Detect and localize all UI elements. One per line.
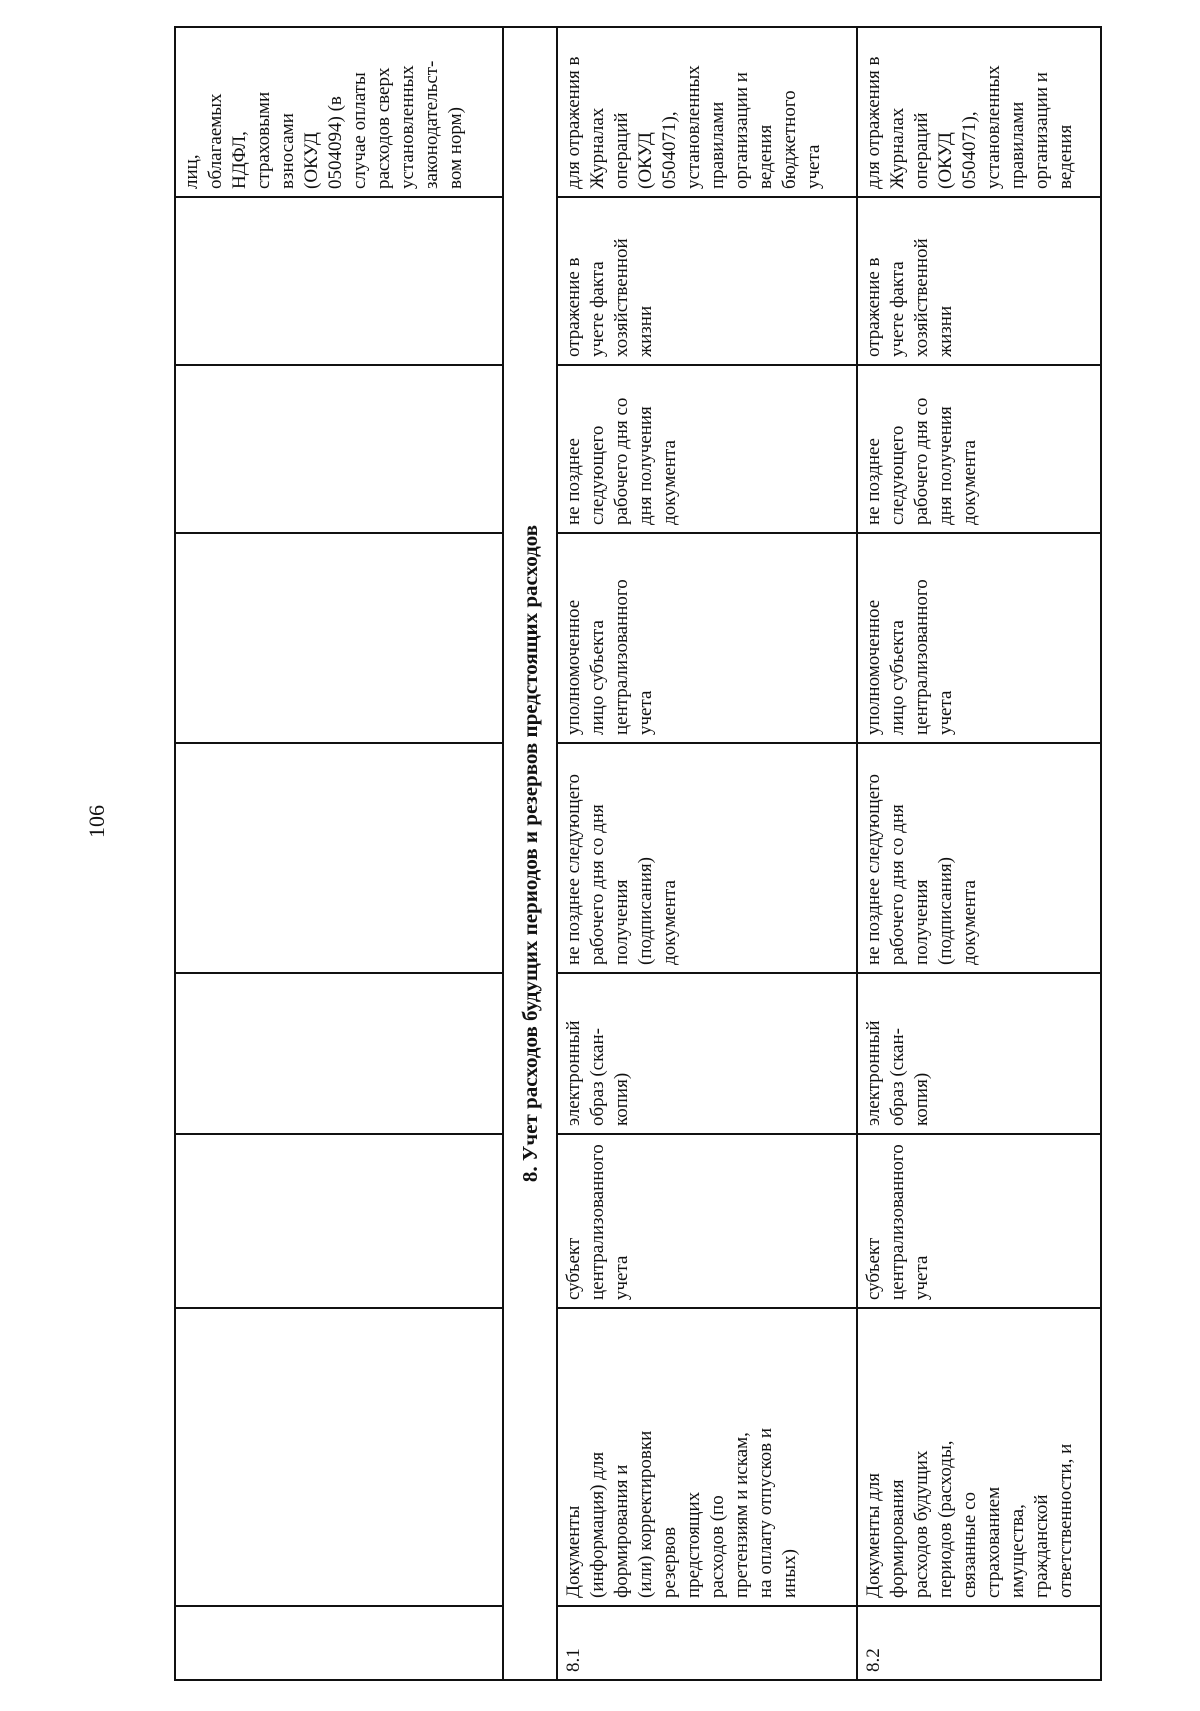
document-form: электронный образ (скан- копия) — [558, 972, 856, 1133]
table-row — [558, 28, 858, 1679]
table-cell-purpose: лиц, облагаемых НДФЛ, страховыми взносами (ОКУД 0504094) (в случае оплаты расходов сверх установленных законодательст- вом норм) — [181, 60, 466, 189]
continuation-row — [176, 28, 504, 1679]
document-name: Документы для формирования расходов будущих периодов (расходы, связанные со страхованием имущества, гражданской ответственности, и — [858, 1307, 1100, 1605]
table-cell — [176, 1133, 502, 1307]
rotated-table-container — [174, 26, 1102, 1681]
processing-purpose: для отражения в Журналах операций (ОКУД 0504071), установленных правилами организации и ведения бюджетного учета — [563, 56, 824, 189]
submission-term: не позднее следующего рабочего дня со дня получения (подписания) документа — [558, 742, 856, 972]
table-cell — [176, 742, 502, 972]
processing-purpose: для отражения в Журналах операций (ОКУД 0504071), установленных правилами организации и ведения — [863, 56, 1076, 189]
processing-action: отражение в учете факта хозяйственной жизни — [558, 196, 856, 364]
accounting-table — [174, 26, 1102, 1681]
row-number: 8.2 — [858, 1605, 1100, 1679]
table-cell — [176, 196, 502, 364]
processing-term: не позднее следующего рабочего дня со дня получения документа — [558, 364, 856, 532]
table-cell — [176, 1605, 502, 1679]
section-title: 8. Учет расходов будущих периодов и резервов предстоящих расходов — [517, 524, 542, 1183]
section-header-row — [504, 28, 558, 1679]
table-row — [858, 28, 1100, 1679]
processing-action: отражение в учете факта хозяйственной жизни — [858, 196, 1100, 364]
table-cell — [176, 364, 502, 532]
table-cell — [176, 1307, 502, 1605]
page-number: 106 — [84, 805, 109, 838]
document-recipient: уполномоченное лицо субъекта централизованного учета — [558, 532, 856, 742]
row-number: 8.1 — [558, 1605, 856, 1679]
document-creator: субъект централизованного учета — [858, 1133, 1100, 1307]
table-cell — [176, 972, 502, 1133]
table-cell — [176, 532, 502, 742]
document-name: Документы (информация) для формирования и (или) корректировки резервов предстоящих расходов (по претензиям и искам, на оплату отпусков и иных) — [558, 1307, 856, 1605]
document-form: электронный образ (скан- копия) — [858, 972, 1100, 1133]
document-recipient: уполномоченное лицо субъекта централизованного учета — [858, 532, 1100, 742]
submission-term: не позднее следующего рабочего дня со дня получения (подписания) документа — [858, 742, 1100, 972]
processing-term: не позднее следующего рабочего дня со дня получения документа — [858, 364, 1100, 532]
document-creator: субъект централизованного учета — [558, 1133, 856, 1307]
